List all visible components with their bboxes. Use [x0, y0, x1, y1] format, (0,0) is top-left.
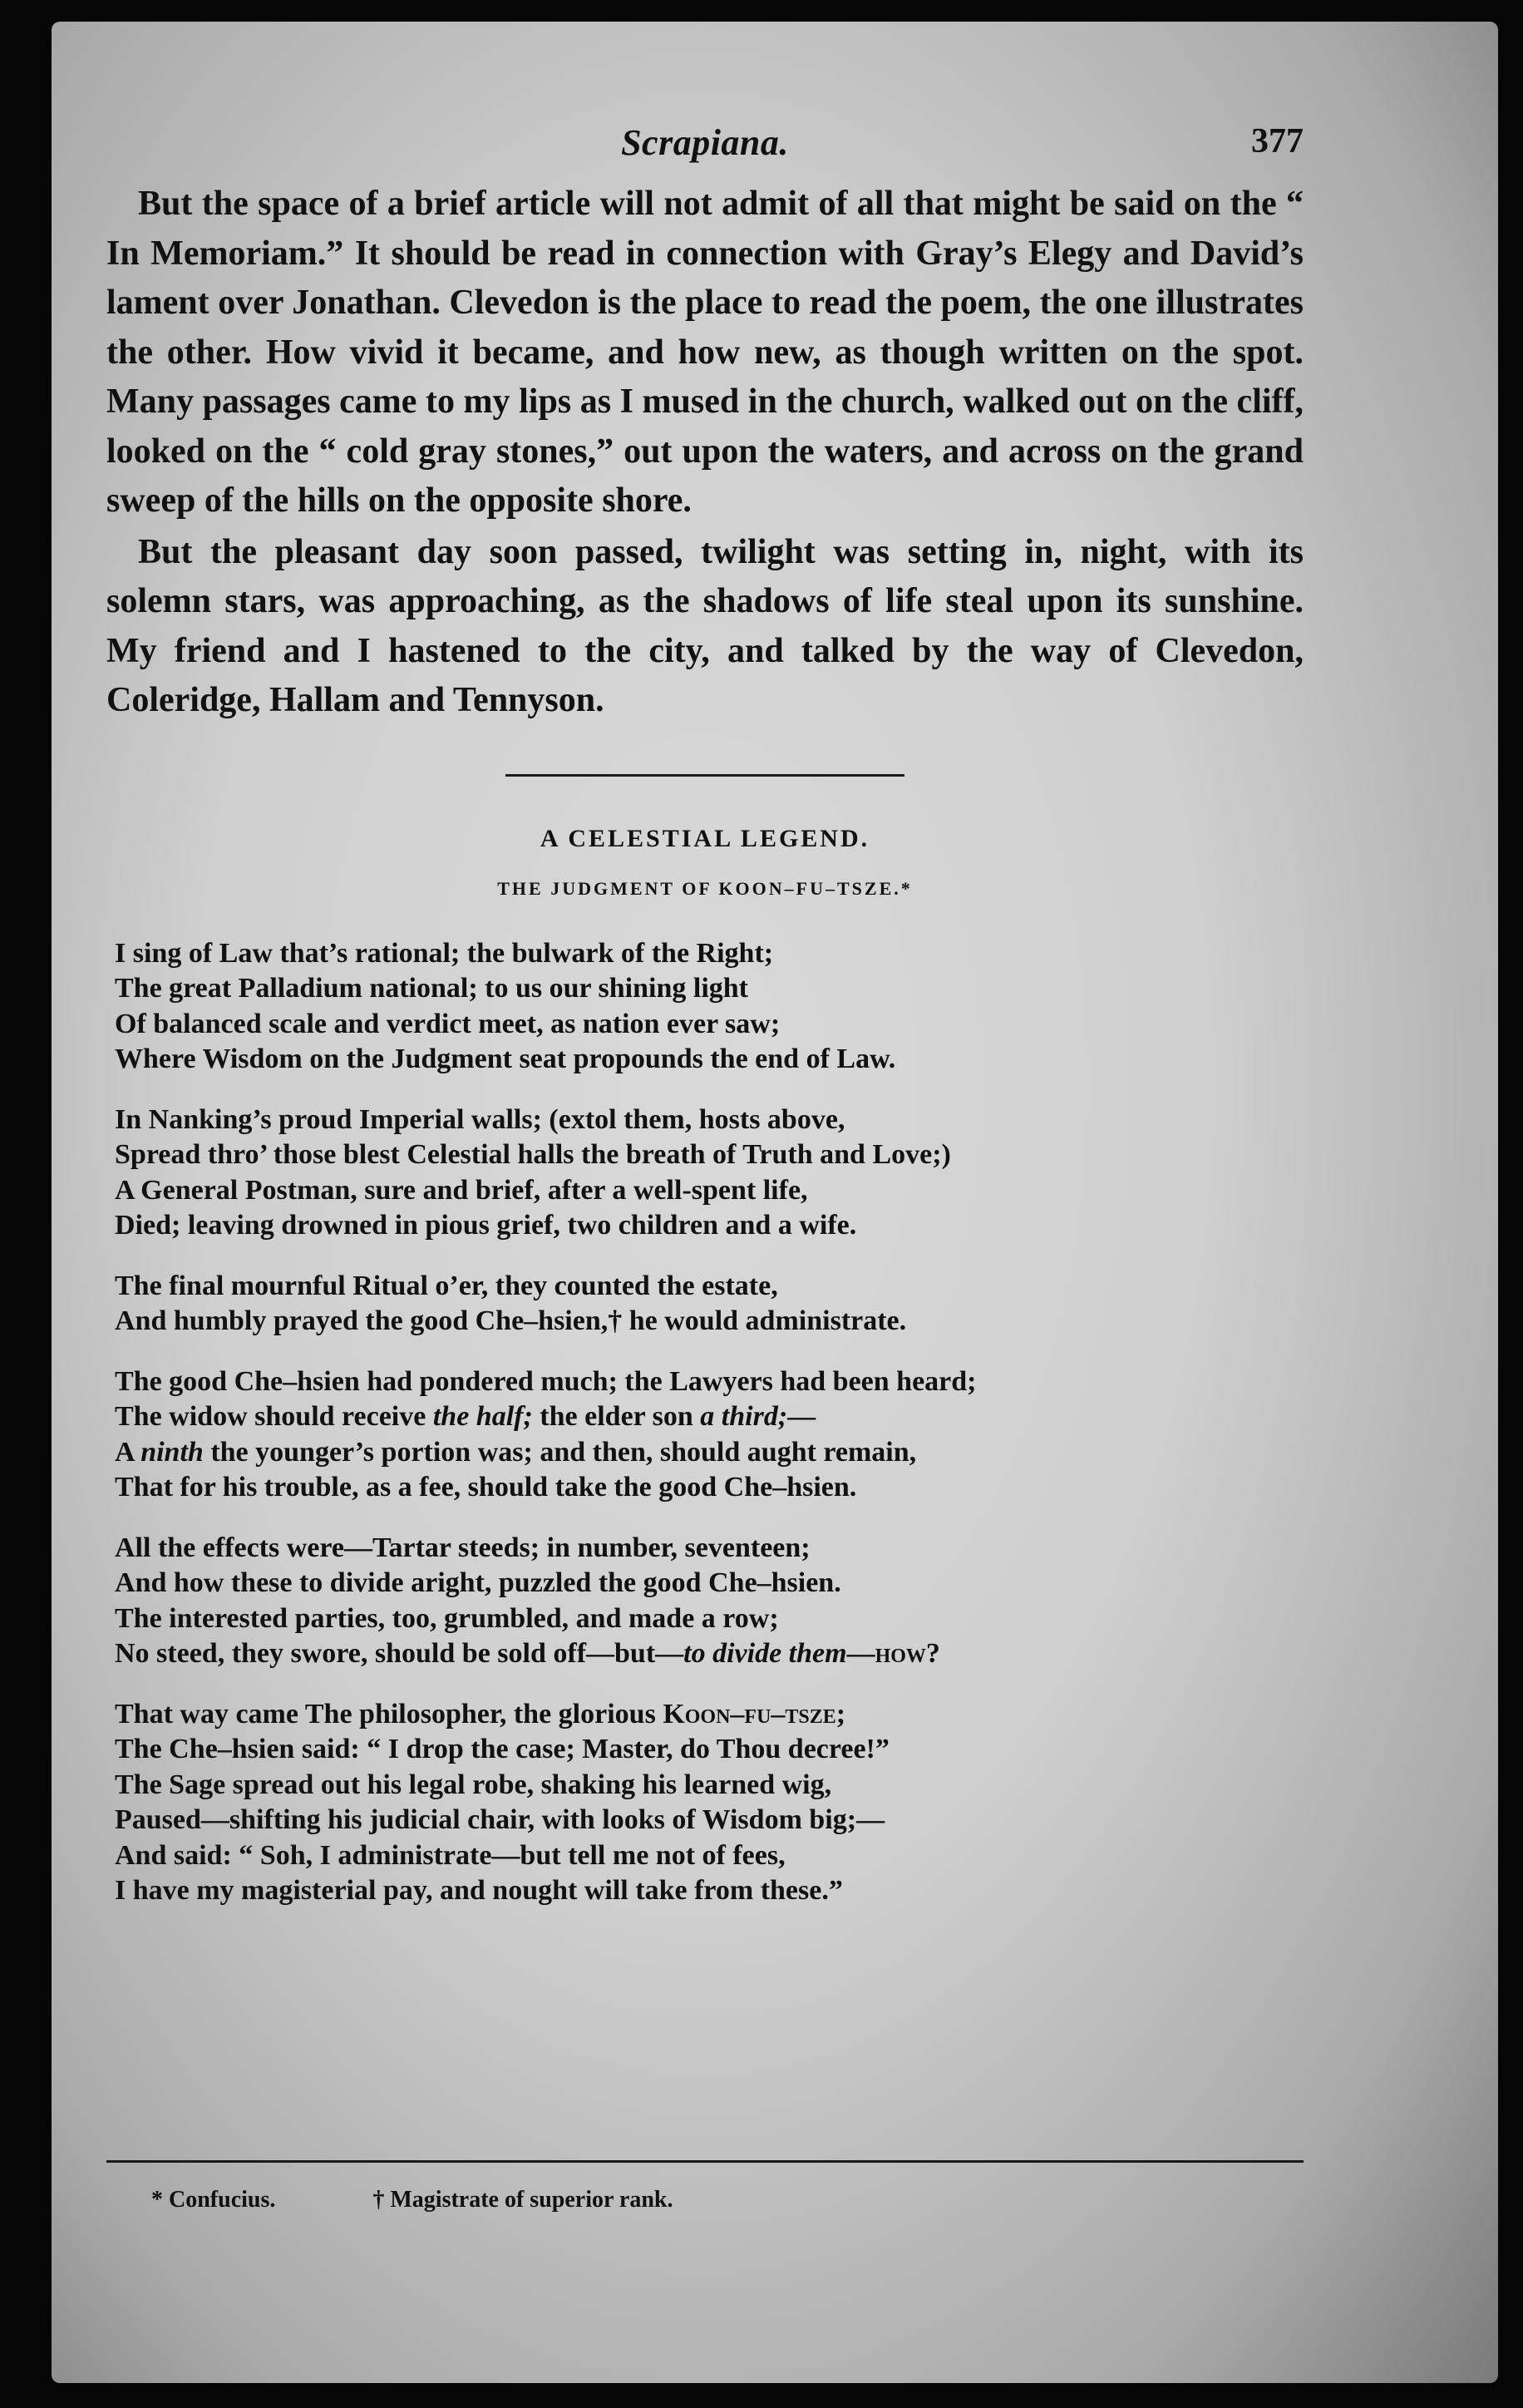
- stanza: [115, 1103, 1304, 1244]
- poem-line: The Che–hsien said: “ I drop the case; Master, do Thou decree!”: [115, 1734, 890, 1764]
- poem-line: Spread thro’ those blest Celestial halls the breath of Truth and Love;): [115, 1139, 951, 1170]
- text-run: No steed, they swore, should be sold off—but—: [115, 1638, 684, 1669]
- text-run: —: [846, 1638, 875, 1669]
- poem-line: The Sage spread out his legal robe, shaking his learned wig,: [115, 1769, 832, 1800]
- poem-line: The final mournful Ritual o’er, they counted the estate,: [115, 1270, 778, 1301]
- poem-line: Paused—shifting his judicial chair, with looks of Wisdom big;—: [115, 1804, 885, 1835]
- poem-subtitle: THE JUDGMENT OF KOON–FU–TSZE.*: [497, 877, 913, 899]
- poem-line: A General Postman, sure and brief, after a well-spent life,: [115, 1174, 808, 1206]
- poem-line: [115, 1399, 1304, 1435]
- text-run: ?: [925, 1638, 940, 1669]
- stanza: [115, 1269, 1304, 1340]
- footnote-magistrate: † Magistrate of superior rank.: [372, 2187, 673, 2213]
- prose-paragraph: But the pleasant day soon passed, twilight was setting in, night, with its solemn stars, was approaching, as the shadows of life steal upon its sunshine. My friend and I hastened to the city, and talked by the way of Clevedon, Coleridge, Hallam and Tennyson.: [106, 532, 1304, 719]
- small-caps-run: Koon–fu–tsze: [663, 1698, 836, 1730]
- text-run: That way came The philosopher, the glorious: [115, 1698, 663, 1730]
- poem-line: And humbly prayed the good Che–hsien,† he would administrate.: [115, 1305, 907, 1336]
- poem-line: Died; leaving drowned in pious grief, two children and a wife.: [115, 1210, 857, 1241]
- italic-run: the half;: [432, 1401, 533, 1432]
- poem-line: Of balanced scale and verdict meet, as nation ever saw;: [115, 1008, 781, 1039]
- poem-body: [106, 936, 1304, 1909]
- text-run: The widow should receive: [115, 1401, 433, 1432]
- small-caps-run: how: [875, 1638, 926, 1669]
- stanza: [115, 1697, 1304, 1909]
- poem-line: [115, 1435, 1304, 1471]
- italic-run: a third;: [700, 1401, 788, 1432]
- poem-line: That for his trouble, as a fee, should take the good Che–hsien.: [115, 1472, 857, 1503]
- running-title: Scrapiana.: [621, 122, 789, 163]
- page-number: 377: [1251, 122, 1304, 160]
- stanza: [115, 936, 1304, 1078]
- poem-line: All the effects were—Tartar steeds; in number, seventeen;: [115, 1532, 811, 1563]
- section-divider: [505, 774, 904, 777]
- poem-line: The interested parties, too, grumbled, and made a row;: [115, 1602, 779, 1634]
- text-run: A: [115, 1436, 141, 1468]
- poem-line: And how these to divide aright, puzzled the good Che–hsien.: [115, 1567, 841, 1598]
- text-run: —: [787, 1401, 816, 1432]
- poem-line: Where Wisdom on the Judgment seat propounds the end of Law.: [115, 1044, 896, 1074]
- footnotes: [151, 2187, 673, 2213]
- poem-line: And said: “ Soh, I administrate—but tell me not of fees,: [115, 1839, 786, 1871]
- text-run: the younger’s portion was; and then, should aught remain,: [203, 1436, 917, 1468]
- text-run: ;: [835, 1698, 846, 1730]
- book-page: [52, 22, 1498, 2383]
- footnote-divider: [106, 2160, 1304, 2163]
- poem-title: A CELESTIAL LEGEND.: [540, 824, 870, 852]
- poem-line: I have my magisterial pay, and nought will take from these.”: [115, 1875, 843, 1906]
- poem-line: [115, 1697, 1304, 1733]
- poem-line: [115, 1636, 1304, 1672]
- text-run: the elder son: [532, 1401, 701, 1432]
- prose-section: [106, 180, 1304, 726]
- italic-run: ninth: [140, 1436, 204, 1468]
- poem-line: The great Palladium national; to us our shining light: [115, 973, 748, 1004]
- footnote-confucius: * Confucius.: [151, 2187, 276, 2213]
- stanza: [115, 1364, 1304, 1506]
- poem-line: The good Che–hsien had pondered much; the Lawyers had been heard;: [115, 1365, 977, 1397]
- poem-line: In Nanking’s proud Imperial walls; (extol them, hosts above,: [115, 1103, 845, 1135]
- poem-line: I sing of Law that’s rational; the bulwark of the Right;: [115, 937, 774, 969]
- stanza: [115, 1531, 1304, 1672]
- italic-run: to divide them: [683, 1638, 847, 1669]
- prose-paragraph: But the space of a brief article will not admit of all that might be said on the “ In Memoriam.” It should be read in connection with Gray’s Elegy and David’s lament over Jonathan. Clevedon is the place to read the poem, the one illustrates the other. How vivid it became, and how new, as though written on the spot. Many passages came to my lips as I mused in the church, walked out on the cliff, looked on the “ cold gray stones,” out upon the waters, and across on the grand sweep of the hills on the opposite shore.: [106, 185, 1304, 520]
- page-header: [106, 121, 1304, 180]
- page-content: [106, 121, 1304, 1934]
